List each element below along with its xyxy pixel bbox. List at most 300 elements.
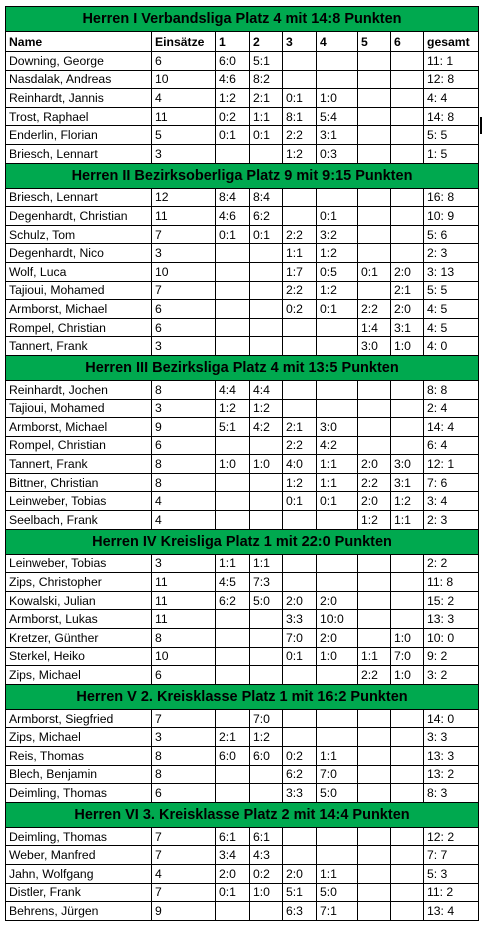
appearances-cell: 7 [152,225,216,244]
score-cell: 3:2 [317,225,358,244]
score-cell: 0:1 [283,647,317,666]
total-cell: 4: 0 [424,337,479,356]
player-name: Jahn, Wolfgang [6,864,152,883]
appearances-cell: 8 [152,765,216,784]
score-cell [391,89,424,108]
total-cell: 8: 8 [424,380,479,399]
score-cell [216,647,250,666]
score-cell [317,337,358,356]
player-name: Briesch, Lennart [6,188,152,207]
appearances-cell: 12 [152,188,216,207]
score-cell [358,864,391,883]
score-cell: 1:0 [391,666,424,685]
player-name: Armborst, Michael [6,418,152,437]
appearances-cell: 6 [152,52,216,71]
score-cell: 0:1 [283,492,317,511]
score-cell: 6:2 [216,591,250,610]
score-cell: 3:0 [317,418,358,437]
score-cell [283,399,317,418]
appearances-cell: 11 [152,591,216,610]
appearances-cell: 4 [152,864,216,883]
appearances-cell: 7 [152,827,216,846]
total-cell: 11: 1 [424,52,479,71]
total-cell: 14: 8 [424,107,479,126]
player-name: Armborst, Michael [6,300,152,319]
score-cell [391,784,424,803]
score-cell [250,666,283,685]
player-row [6,300,479,319]
total-cell: 1: 5 [424,144,479,163]
score-cell: 1:2 [250,399,283,418]
player-name: Briesch, Lennart [6,144,152,163]
player-name: Tajioui, Mohamed [6,399,152,418]
score-cell: 2:0 [358,455,391,474]
score-cell [391,902,424,921]
score-cell: 7:0 [317,765,358,784]
score-cell: 2:2 [283,436,317,455]
score-cell [391,225,424,244]
player-name: Armborst, Lukas [6,610,152,629]
appearances-cell: 8 [152,473,216,492]
total-cell: 14: 4 [424,418,479,437]
score-cell [358,573,391,592]
section-header-row [6,355,479,380]
score-cell: 6:1 [250,827,283,846]
score-cell [283,709,317,728]
player-name: Armborst, Siegfried [6,709,152,728]
score-cell [250,300,283,319]
player-name: Degenhardt, Nico [6,244,152,263]
score-cell: 2:2 [358,473,391,492]
score-cell [283,337,317,356]
score-cell: 6:2 [250,207,283,226]
score-cell: 4:4 [250,380,283,399]
appearances-cell: 7 [152,281,216,300]
score-cell: 0:1 [317,300,358,319]
score-cell [391,244,424,263]
score-cell: 1:1 [317,864,358,883]
section-header-row [6,529,479,554]
score-cell: 3:3 [283,784,317,803]
total-cell: 4: 4 [424,89,479,108]
score-cell [250,629,283,648]
score-cell [358,610,391,629]
player-row [6,610,479,629]
appearances-cell: 11 [152,610,216,629]
score-cell: 0:2 [283,747,317,766]
score-cell [216,492,250,511]
player-name: Degenhardt, Christian [6,207,152,226]
score-cell [391,418,424,437]
score-cell: 7:3 [250,573,283,592]
score-cell [391,107,424,126]
appearances-cell: 6 [152,436,216,455]
score-cell [391,591,424,610]
score-cell: 1:2 [283,144,317,163]
score-cell [216,666,250,685]
player-row [6,107,479,126]
total-cell: 4: 5 [424,318,479,337]
player-name: Leinweber, Tobias [6,554,152,573]
player-row [6,318,479,337]
appearances-cell: 8 [152,747,216,766]
score-cell: 1:1 [250,554,283,573]
player-name: Enderlin, Florian [6,126,152,145]
player-row [6,89,479,108]
score-cell: 3:3 [283,610,317,629]
score-cell [391,52,424,71]
column-header: 3 [283,32,317,52]
score-cell: 1:1 [358,647,391,666]
player-row [6,784,479,803]
score-cell [216,902,250,921]
player-row [6,262,479,281]
total-cell: 3: 2 [424,666,479,685]
score-cell: 3:4 [216,846,250,865]
appearances-cell: 4 [152,89,216,108]
score-cell [250,492,283,511]
player-name: Seelbach, Frank [6,511,152,530]
score-cell: 7:0 [391,647,424,666]
score-cell: 2:2 [283,281,317,300]
score-cell [358,399,391,418]
player-row [6,846,479,865]
score-cell: 2:1 [216,728,250,747]
total-cell: 2: 3 [424,511,479,530]
score-cell: 2:2 [358,666,391,685]
player-name: Bittner, Christian [6,473,152,492]
player-name: Reinhardt, Jochen [6,380,152,399]
column-header: 1 [216,32,250,52]
score-cell: 0:1 [216,225,250,244]
score-cell [250,281,283,300]
section-title: Herren V 2. Kreisklasse Platz 1 mit 16:2 Punkten [6,684,479,709]
score-cell [250,902,283,921]
score-cell: 0:1 [250,126,283,145]
score-cell: 1:0 [317,89,358,108]
score-cell: 1:0 [250,883,283,902]
score-cell [283,70,317,89]
total-cell: 11: 8 [424,573,479,592]
score-cell [283,573,317,592]
appearances-cell: 8 [152,380,216,399]
score-cell [358,709,391,728]
score-cell [358,70,391,89]
score-cell: 2:0 [391,262,424,281]
score-cell [391,207,424,226]
player-row [6,399,479,418]
score-cell: 0:5 [317,262,358,281]
player-row [6,554,479,573]
score-cell [391,827,424,846]
total-cell: 5: 6 [424,225,479,244]
player-row [6,827,479,846]
score-cell: 6:0 [216,52,250,71]
score-cell: 1:1 [317,747,358,766]
score-cell [391,399,424,418]
score-cell [358,747,391,766]
score-cell: 7:0 [283,629,317,648]
total-cell: 8: 3 [424,784,479,803]
score-cell [358,225,391,244]
score-cell [391,747,424,766]
score-cell [216,281,250,300]
score-cell [358,902,391,921]
score-cell: 8:2 [250,70,283,89]
score-cell [317,554,358,573]
score-cell [216,436,250,455]
score-cell: 4:4 [216,380,250,399]
player-row [6,511,479,530]
total-cell: 11: 2 [424,883,479,902]
score-cell: 3:1 [317,126,358,145]
appearances-cell: 9 [152,902,216,921]
score-cell: 2:1 [391,281,424,300]
score-cell [283,318,317,337]
score-cell: 8:4 [216,188,250,207]
total-cell: 13: 3 [424,610,479,629]
score-cell: 1:1 [391,511,424,530]
player-name: Weber, Manfred [6,846,152,865]
score-cell: 2:0 [317,629,358,648]
score-cell [358,207,391,226]
score-cell: 1:0 [391,629,424,648]
score-cell: 0:3 [317,144,358,163]
appearances-cell: 7 [152,883,216,902]
score-cell [250,337,283,356]
score-cell [283,52,317,71]
score-cell: 0:1 [283,89,317,108]
score-cell: 1:1 [216,554,250,573]
score-cell [358,52,391,71]
player-row [6,728,479,747]
player-row [6,492,479,511]
total-cell: 2: 3 [424,244,479,263]
player-name: Zips, Michael [6,666,152,685]
score-cell: 5:0 [317,784,358,803]
appearances-cell: 3 [152,144,216,163]
player-name: Tajioui, Mohamed [6,281,152,300]
score-cell: 2:1 [250,89,283,108]
score-cell [391,883,424,902]
section-title: Herren IV Kreisliga Platz 1 mit 22:0 Punkten [6,529,479,554]
score-cell: 1:4 [358,318,391,337]
player-row [6,629,479,648]
score-cell: 1:2 [283,473,317,492]
score-cell [250,244,283,263]
score-cell [283,207,317,226]
appearances-cell: 4 [152,492,216,511]
score-cell [317,399,358,418]
score-cell: 3:0 [358,337,391,356]
appearances-cell: 8 [152,629,216,648]
score-cell [358,188,391,207]
score-cell: 6:0 [216,747,250,766]
score-cell [317,380,358,399]
player-row [6,52,479,71]
score-cell [250,647,283,666]
section-title: Herren I Verbandsliga Platz 4 mit 14:8 Punkten [6,7,479,32]
score-cell [283,666,317,685]
appearances-cell: 11 [152,573,216,592]
total-cell: 3: 13 [424,262,479,281]
score-cell: 1:1 [250,107,283,126]
player-name: Kretzer, Günther [6,629,152,648]
player-name: Kowalski, Julian [6,591,152,610]
score-cell: 1:0 [391,337,424,356]
section-title: Herren VI 3. Kreisklasse Platz 2 mit 14:4 Punkten [6,802,479,827]
appearances-cell: 3 [152,337,216,356]
score-cell [216,318,250,337]
score-cell: 5:1 [250,52,283,71]
score-cell [317,573,358,592]
score-cell [391,380,424,399]
total-cell: 15: 2 [424,591,479,610]
score-cell [358,765,391,784]
score-cell: 2:0 [358,492,391,511]
score-cell [250,784,283,803]
player-name: Reis, Thomas [6,747,152,766]
score-cell [391,610,424,629]
appearances-cell: 9 [152,418,216,437]
results-table [5,6,479,921]
player-row [6,709,479,728]
player-name: Leinweber, Tobias [6,492,152,511]
score-cell: 3:1 [391,318,424,337]
score-cell [317,318,358,337]
total-cell: 3: 4 [424,492,479,511]
score-cell [283,846,317,865]
appearances-cell: 6 [152,300,216,319]
total-cell: 3: 3 [424,728,479,747]
total-cell: 2: 2 [424,554,479,573]
score-cell: 4:6 [216,70,250,89]
player-name: Rompel, Christian [6,436,152,455]
player-row [6,70,479,89]
player-name: Deimling, Thomas [6,827,152,846]
player-name: Tannert, Frank [6,337,152,356]
player-name: Zips, Christopher [6,573,152,592]
score-cell [250,436,283,455]
score-cell: 5:1 [216,418,250,437]
score-cell [317,709,358,728]
score-cell [358,728,391,747]
score-cell [283,380,317,399]
appearances-cell: 10 [152,262,216,281]
score-cell [358,883,391,902]
player-name: Blech, Benjamin [6,765,152,784]
appearances-cell: 3 [152,399,216,418]
player-row [6,902,479,921]
score-cell: 1:2 [250,728,283,747]
score-cell: 0:1 [317,492,358,511]
player-name: Distler, Frank [6,883,152,902]
section-header-row [6,7,479,32]
score-cell: 0:1 [216,126,250,145]
score-cell [358,436,391,455]
score-cell [358,380,391,399]
score-cell [317,666,358,685]
appearances-cell: 8 [152,455,216,474]
score-cell: 5:1 [283,883,317,902]
player-name: Trost, Raphael [6,107,152,126]
player-row [6,244,479,263]
score-cell [216,765,250,784]
column-header: 5 [358,32,391,52]
player-row [6,207,479,226]
player-row [6,473,479,492]
total-cell: 10: 0 [424,629,479,648]
total-cell: 5: 5 [424,281,479,300]
appearances-cell: 6 [152,318,216,337]
score-cell [250,144,283,163]
player-name: Nasdalak, Andreas [6,70,152,89]
score-cell [317,188,358,207]
score-cell [216,262,250,281]
score-cell [391,573,424,592]
total-cell: 2: 4 [424,399,479,418]
player-row [6,188,479,207]
total-cell: 4: 5 [424,300,479,319]
score-cell: 1:0 [250,455,283,474]
score-cell [317,52,358,71]
score-cell [358,827,391,846]
score-cell: 0:2 [283,300,317,319]
score-cell: 2:0 [283,591,317,610]
total-cell: 14: 0 [424,709,479,728]
player-row [6,225,479,244]
player-name: Downing, George [6,52,152,71]
score-cell [216,610,250,629]
total-cell: 9: 2 [424,647,479,666]
section-header-row [6,163,479,188]
score-cell [250,473,283,492]
player-name: Schulz, Tom [6,225,152,244]
score-cell [391,554,424,573]
score-cell [250,610,283,629]
score-cell: 1:0 [216,455,250,474]
appearances-cell: 10 [152,647,216,666]
player-row [6,747,479,766]
appearances-cell: 6 [152,784,216,803]
score-cell [391,188,424,207]
score-cell [391,728,424,747]
score-cell: 2:0 [391,300,424,319]
column-header: gesamt [424,32,479,52]
score-cell: 5:0 [317,883,358,902]
score-cell [283,827,317,846]
appearances-cell: 6 [152,666,216,685]
player-row [6,126,479,145]
score-cell: 0:1 [317,207,358,226]
text-cursor [480,117,482,134]
score-cell [358,591,391,610]
player-row [6,883,479,902]
player-name: Deimling, Thomas [6,784,152,803]
score-cell: 0:1 [250,225,283,244]
score-cell [216,473,250,492]
score-cell [317,827,358,846]
score-cell: 1:2 [216,89,250,108]
results-table-body [6,7,479,921]
score-cell: 2:2 [283,126,317,145]
score-cell [358,126,391,145]
score-cell: 2:2 [358,300,391,319]
score-cell [283,188,317,207]
score-cell [391,864,424,883]
player-name: Zips, Michael [6,728,152,747]
score-cell [358,418,391,437]
